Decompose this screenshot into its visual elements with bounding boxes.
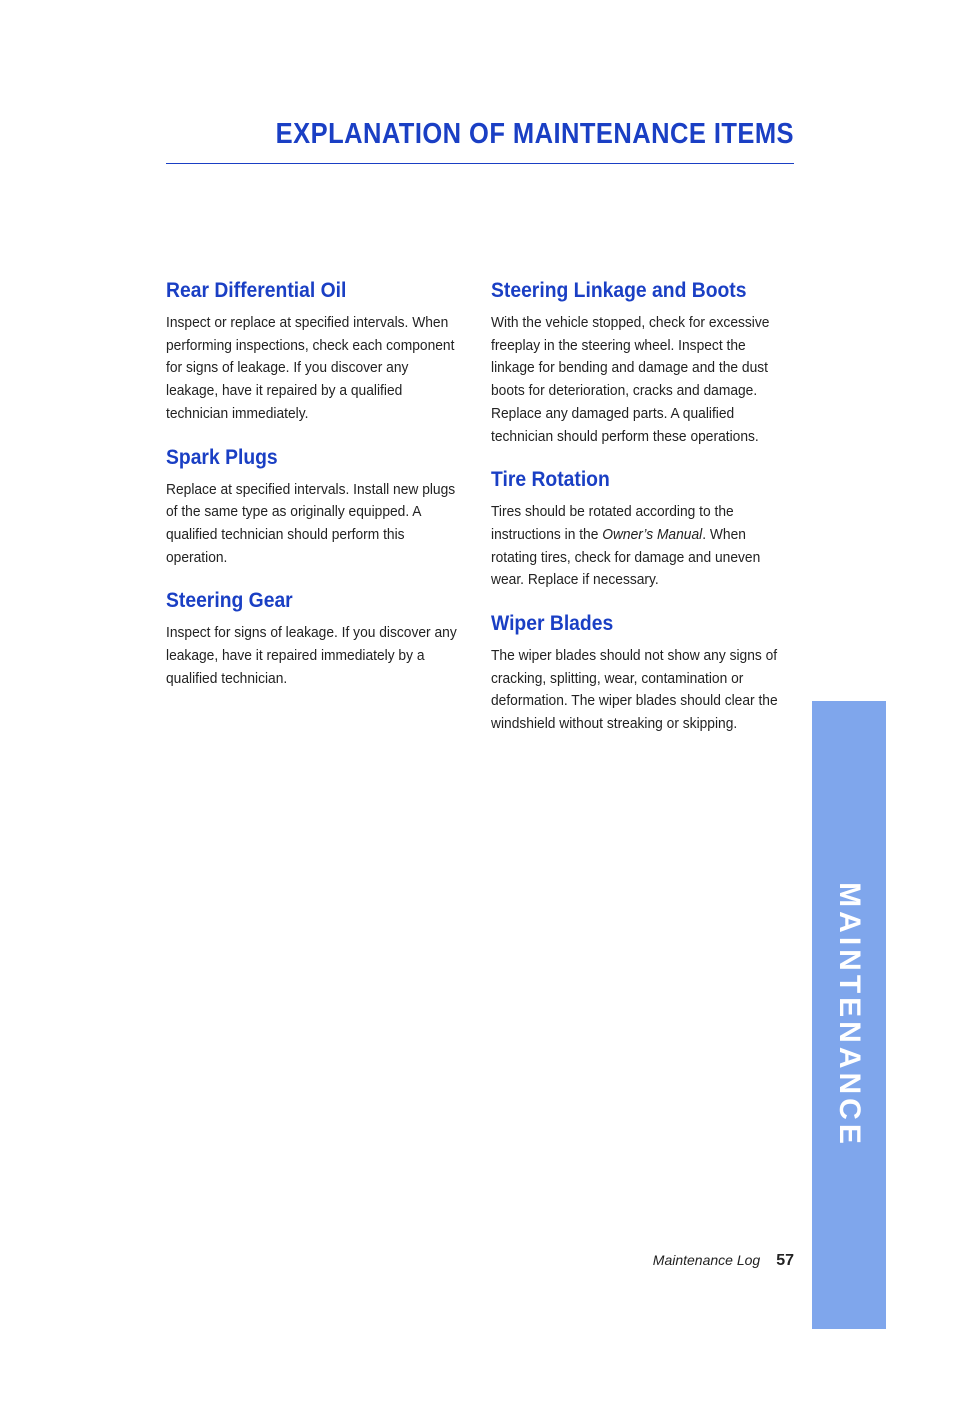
section-heading: Tire Rotation bbox=[491, 468, 610, 492]
owners-manual-reference: Owner’s Manual bbox=[602, 525, 703, 543]
body-text: . When rotating tires, check for damage and uneven wear. Replace if necessary. bbox=[491, 525, 761, 589]
section-heading: Wiper Blades bbox=[491, 612, 614, 636]
section-heading: Rear Differential Oil bbox=[166, 279, 347, 302]
section-wiper-blades bbox=[491, 612, 791, 736]
section-body: Inspect or replace at specified intervals. When performing inspections, check each component for signs of leakage. If you discover any leakage, have it repaired by a qualified technician immediately. bbox=[166, 314, 455, 422]
section-steering-gear bbox=[166, 589, 466, 690]
right-column bbox=[491, 279, 791, 756]
section-body: Replace at specified intervals. Install new plugs of the same type as originally equipped. A qualified technician should perform this operation. bbox=[166, 480, 456, 566]
section-heading: Steering Gear bbox=[166, 589, 293, 613]
page-number: 57 bbox=[776, 1252, 794, 1269]
section-heading: Spark Plugs bbox=[166, 445, 278, 469]
section-spark-plugs bbox=[166, 446, 466, 570]
side-tab-label: MAINTENANCE bbox=[833, 882, 866, 1148]
side-chapter-tab bbox=[812, 701, 886, 1329]
section-heading: Steering Linkage and Boots bbox=[491, 279, 747, 302]
footer-section-label: Maintenance Log bbox=[652, 1252, 761, 1268]
section-body: With the vehicle stopped, check for excessive freeplay in the steering wheel. Inspect the linkage for bending and damage and the dust boots for deterioration, cracks and damage. Replace any damaged parts. A qualified technician should perform these operations. bbox=[491, 314, 770, 445]
title-divider bbox=[166, 163, 794, 164]
section-body: Inspect for signs of leakage. If you discover any leakage, have it repaired immediately by a qualified technician. bbox=[166, 624, 457, 687]
section-rear-differential-oil bbox=[166, 279, 466, 426]
section-body bbox=[491, 501, 784, 592]
left-column bbox=[166, 279, 466, 710]
section-body: The wiper blades should not show any signs of cracking, splitting, wear, contamination or deformation. The wiper blades should clear the windshield without streaking or skipping. bbox=[491, 647, 778, 733]
page-title: EXPLANATION OF MAINTENANCE ITEMS bbox=[275, 118, 794, 150]
section-steering-linkage-and-boots bbox=[491, 279, 791, 448]
body-text: Tires should be rotated according to the instructions in the bbox=[491, 503, 734, 543]
section-tire-rotation bbox=[491, 468, 791, 592]
page-footer bbox=[653, 1252, 794, 1270]
